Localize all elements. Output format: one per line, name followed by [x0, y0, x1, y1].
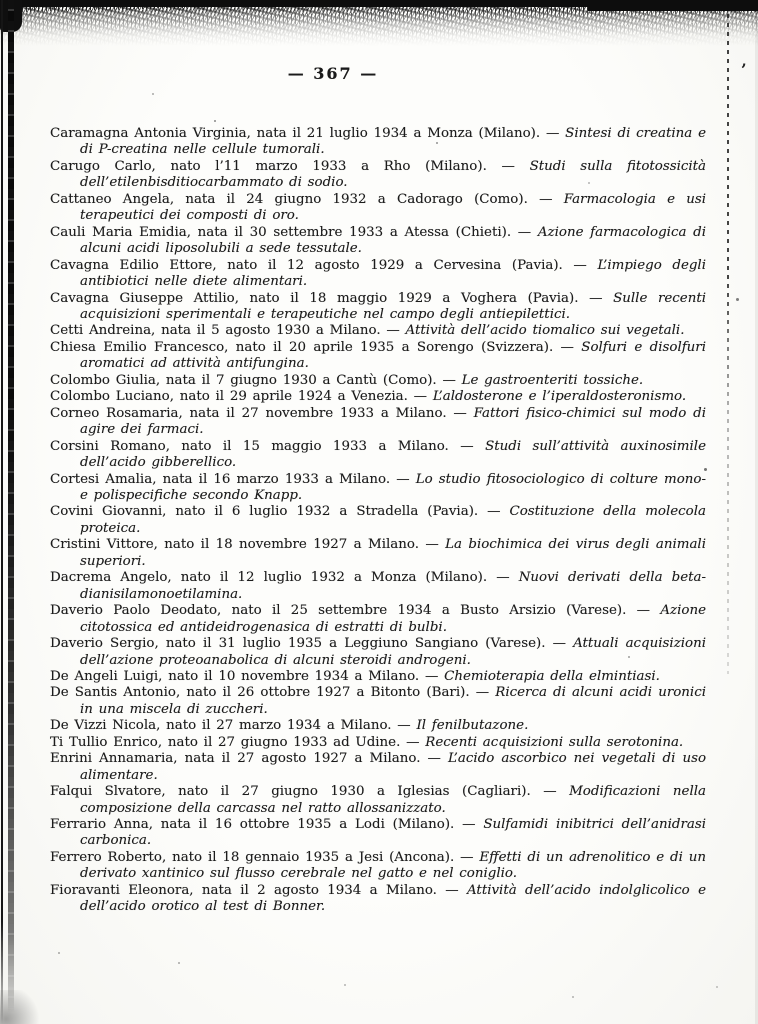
scan-artifact-left-band [8, 0, 14, 1012]
entry-person-text: Cetti Andreina, nata il 5 agosto 1930 a Milano. [50, 323, 381, 339]
entry-thesis-title: Modificazioni nella composizione della carcassa nel ratto allossanizzato. [80, 784, 707, 816]
entry-person-text: Enrini Annamaria, nata il 27 agosto 1927 a Milano. [50, 751, 421, 767]
entry-person-text: Ti Tullio Enrico, nato il 27 giugno 1933 ad Udine. [50, 734, 401, 750]
entry-thesis-title: Nuovi derivati della beta-dianisilamonoetilamina. [80, 570, 707, 602]
entry-person-text: Carugo Carlo, nato l’11 marzo 1933 a Rho (Milano). [50, 158, 487, 174]
entry-thesis-title: Fattori fisico-chimici sul modo di agire dei farmaci. [80, 405, 706, 438]
scan-speck [572, 996, 574, 998]
entry-separator-dash: — [545, 636, 574, 652]
entry-thesis-title: Studi sulla fitotossicità dell’etilenbisditiocarbammato di sodio. [80, 158, 706, 191]
entry-separator-dash: — [418, 537, 446, 553]
entry-thesis-title: Azione citotossica ed antideidrogenasica di estratti di bulbi. [80, 603, 706, 635]
entry-separator-dash: — [446, 405, 474, 421]
entry-person-text: Daverio Paolo Deodato, nato il 25 settembre 1934 a Busto Arsizio (Varese). [50, 603, 627, 619]
directory-entry [50, 603, 706, 636]
directory-entry [50, 751, 706, 784]
entry-separator-dash: — [511, 224, 538, 240]
scan-speck [178, 962, 180, 964]
entry-separator-dash: — [390, 471, 416, 487]
entry-person-text: Daverio Sergio, nato il 31 luglio 1935 a Leggiuno Sangiano (Varese). [50, 636, 546, 652]
entry-person-text: Caramagna Antonia Virginia, nata il 21 luglio 1934 a Monza (Milano). [50, 126, 541, 141]
scan-speck [588, 182, 590, 184]
directory-entry [50, 735, 706, 751]
entry-thesis-title: L’impiego degli antibiotici nelle diete alimentari. [80, 257, 707, 290]
entry-person-text: Cavagna Edilio Ettore, nato il 12 agosto 1929 a Cervesina (Pavia). [50, 257, 563, 273]
directory-entry [50, 389, 706, 405]
directory-entry [50, 850, 706, 883]
directory-entry [50, 784, 706, 817]
directory-entry [50, 192, 706, 225]
directory-entry [50, 669, 706, 685]
directory-entry [50, 258, 706, 291]
entry-person-text: Ferrario Anna, nata il 16 ottobre 1935 a Lodi (Milano). [50, 817, 455, 833]
page-number: — 367 — [287, 64, 379, 83]
entry-thesis-title: Studi sull’attività auxinosimile dell’acido gibberellico. [80, 438, 706, 471]
entry-thesis-title: Il fenilbutazone. [416, 718, 529, 734]
entry-person-text: Corneo Rosamaria, nata il 27 novembre 1933 a Milano. [50, 405, 447, 421]
directory-entry [50, 340, 706, 373]
entry-person-text: Cortesi Amalia, nata il 16 marzo 1933 a Milano. [50, 471, 391, 487]
entry-separator-dash: — [540, 126, 566, 141]
entry-separator-dash: — [486, 158, 530, 174]
entry-person-text: Cavagna Giuseppe Attilio, nato il 18 maggio 1929 a Voghera (Pavia). [50, 290, 579, 306]
entry-separator-dash: — [578, 290, 614, 306]
directory-entry [50, 817, 706, 850]
scan-speck [736, 298, 739, 301]
directory-entry [50, 406, 706, 439]
scan-artifact-left-line [1, 0, 3, 1024]
entry-person-text: Colombo Giulia, nata il 7 giugno 1930 a Cantù (Como). [50, 372, 437, 388]
entry-person-text: Chiesa Emilio Francesco, nato il 20 aprile 1935 a Sorengo (Svizzera). [50, 339, 554, 355]
scan-artifact-right-dotted-line [727, 14, 729, 674]
directory-entry [50, 504, 706, 537]
entry-thesis-title: L’acido ascorbico nei vegetali di uso alimentare. [80, 751, 707, 783]
entry-thesis-title: Farmacologia e usi terapeutici dei composti di oro. [80, 191, 707, 224]
scan-speck [628, 656, 630, 658]
entry-thesis-title: Chemioterapia della elmintiasi. [444, 668, 660, 684]
scan-speck [704, 468, 707, 471]
entry-separator-dash: — [380, 323, 406, 339]
entry-separator-dash: — [407, 389, 433, 405]
scan-artifact-top-edge [0, 0, 758, 7]
entry-separator-dash: — [527, 191, 564, 207]
directory-entry [50, 159, 706, 192]
entry-separator-dash: — [448, 438, 486, 454]
entry-thesis-title: Sintesi di creatina e di P-creatina nelle cellule tumorali. [80, 126, 707, 158]
entry-separator-dash: — [454, 849, 480, 865]
entry-person-text: De Santis Antonio, nato il 26 ottobre 1927 a Bitonto (Bari). [50, 685, 470, 701]
entry-separator-dash: — [530, 784, 570, 800]
directory-entry [50, 225, 706, 258]
entry-thesis-title: Sulle recenti acquisizioni sperimentali e terapeutiche nel campo degli antiepilettici. [80, 290, 706, 322]
entry-thesis-title: Lo studio fitosociologico di colture mono-e polispecifiche secondo Knapp. [80, 471, 706, 503]
entry-person-text: Cauli Maria Emidia, nata il 30 settembre 1933 a Atessa (Chieti). [50, 224, 512, 240]
directory-entry [50, 883, 706, 916]
entry-person-text: Ferrero Roberto, nato il 18 gennaio 1935 a Jesi (Ancona). [50, 849, 455, 865]
directory-entry [50, 323, 706, 339]
entry-person-text: Colombo Luciano, nato il 29 aprile 1924 a Venezia. [50, 389, 408, 405]
directory-entry [50, 570, 706, 603]
entry-thesis-title: La biochimica dei virus degli animali superiori. [80, 537, 706, 569]
entry-person-text: Covini Giovanni, nato il 6 luglio 1932 a Stradella (Pavia). [50, 504, 479, 520]
entry-separator-dash: — [487, 570, 519, 586]
entry-thesis-title: Costituzione della molecola proteica. [80, 504, 706, 536]
entry-thesis-title: Recenti acquisizioni sulla serotonina. [425, 734, 684, 750]
directory-entry [50, 373, 706, 389]
entry-thesis-title: Attuali acquisizioni dell’azione proteoanabolica di alcuni steroidi androgeni. [80, 636, 706, 668]
entry-separator-dash: — [391, 718, 417, 734]
entry-person-text: De Angeli Luigi, nato il 10 novembre 1934 a Milano. [50, 668, 420, 684]
entry-separator-dash: — [478, 504, 510, 520]
entry-thesis-title: Sulfamidi inibitrici dell’anidrasi carbonica. [80, 817, 707, 849]
entry-thesis-title: Effetti di un adrenolitico e di un derivato xantinico sul flusso cerebrale nel gatto e nel coniglio. [80, 849, 706, 882]
entry-thesis-title: L’aldosterone e l’iperaldosteronismo. [432, 389, 687, 405]
entry-separator-dash: — [454, 817, 484, 833]
directory-entry [50, 126, 706, 159]
entry-separator-dash: — [469, 685, 496, 701]
directory-entry [50, 718, 706, 734]
directory-entry [50, 685, 706, 718]
scan-speck [214, 120, 216, 122]
scan-speck [58, 952, 60, 954]
entry-person-text: Dacrema Angelo, nato il 12 luglio 1932 a Monza (Milano). [50, 570, 488, 586]
entry-separator-dash: — [400, 734, 426, 750]
entry-person-text: Falqui Slvatore, nato il 27 giugno 1930 a Iglesias (Cagliari). [50, 784, 531, 800]
scan-speck [716, 986, 718, 988]
entry-person-text: Cattaneo Angela, nata il 24 giugno 1932 a Cadorago (Como). [50, 191, 528, 207]
entry-person-text: Corsini Romano, nato il 15 maggio 1933 a Milano. [50, 438, 449, 454]
entry-thesis-title: Azione farmacologica di alcuni acidi liposolubili a sede tessutale. [80, 224, 706, 257]
directory-entry [50, 636, 706, 669]
entry-thesis-title: Attività dell’acido indolglicolico e dell’acido orotico al test di Bonner. [80, 882, 706, 915]
entry-separator-dash: — [553, 339, 582, 355]
scan-artifact-tick-mark: ’ [741, 60, 747, 79]
entry-separator-dash: — [419, 668, 445, 684]
directory-entry [50, 537, 706, 570]
directory-entry [50, 439, 706, 472]
directory-entry [50, 291, 706, 324]
entry-list [50, 126, 706, 916]
entry-thesis-title: Attività dell’acido tiomalico sui vegetali. [405, 323, 685, 339]
entry-person-text: Fioravanti Eleonora, nata il 2 agosto 1934 a Milano. [50, 882, 437, 898]
entry-separator-dash: — [436, 882, 467, 898]
entry-thesis-title: Le gastroenteriti tossiche. [461, 372, 644, 388]
entry-separator-dash: — [626, 603, 661, 619]
entry-separator-dash: — [436, 372, 462, 388]
entry-separator-dash: — [562, 257, 598, 273]
entry-thesis-title: Ricerca di alcuni acidi uronici in una miscela di zuccheri. [80, 685, 706, 717]
scan-artifact-bottom-smudge [0, 990, 40, 1024]
entry-thesis-title: Solfuri e disolfuri aromatici ad attività antifungina. [80, 339, 706, 372]
entry-separator-dash: — [420, 751, 448, 767]
entry-person-text: Cristini Vittore, nato il 18 novembre 1927 a Milano. [50, 537, 419, 553]
scan-speck [436, 142, 438, 144]
entry-person-text: De Vizzi Nicola, nato il 27 marzo 1934 a Milano. [50, 718, 392, 734]
scan-speck [152, 93, 154, 95]
scan-speck [344, 984, 346, 986]
directory-entry [50, 472, 706, 505]
